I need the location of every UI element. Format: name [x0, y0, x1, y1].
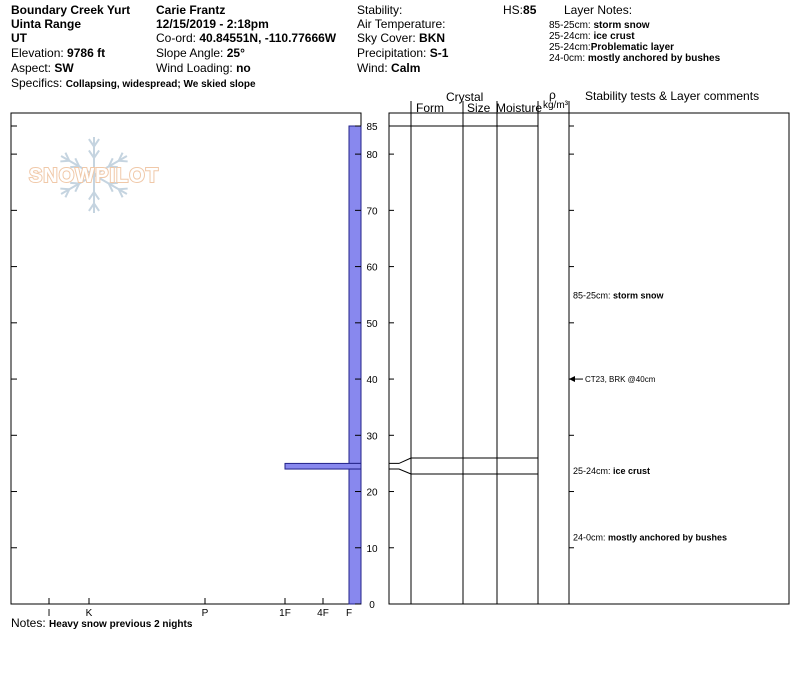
specifics-value: Collapsing, widespread; We skied slope	[65, 79, 256, 90]
depth-tick-label: 30	[366, 431, 378, 443]
depth-tick-label: 80	[366, 150, 378, 162]
layer-hardness-bar	[349, 126, 361, 463]
observation-datetime: 12/15/2019 - 2:18pm	[156, 17, 269, 31]
coordinates-label: Co-ord:	[156, 31, 197, 45]
layer-comment	[573, 533, 727, 543]
coordinates-value: 40.84551N, -110.77666W	[199, 31, 337, 45]
stability-test-arrowhead	[569, 376, 575, 382]
wind-value: Calm	[391, 61, 421, 75]
specifics-label: Specifics:	[11, 76, 63, 90]
hardness-tick-label: 1F	[279, 608, 291, 619]
layer-note-text: Problematic layer	[590, 42, 675, 53]
layer-notes-label: Layer Notes:	[564, 3, 633, 17]
notes-label: Notes:	[11, 616, 46, 630]
stability-test-label: CT23, BRK @40cm	[585, 375, 656, 385]
depth-tick-label: 70	[366, 206, 378, 218]
crystal-table-frame	[389, 113, 789, 604]
snowflake-branch	[119, 189, 128, 190]
depth-tick-label: 20	[366, 487, 378, 499]
precipitation-label: Precipitation:	[357, 46, 427, 60]
depth-tick-label: 40	[366, 375, 378, 387]
aspect-label: Aspect:	[11, 61, 52, 75]
depth-tick-label: 60	[366, 262, 378, 274]
hardness-tick-label: I	[47, 608, 51, 619]
moisture-header: Moisture	[496, 101, 543, 115]
layer-comment	[573, 466, 650, 476]
depth-tick-label: 10	[366, 543, 378, 555]
layer-note-range: 25-24cm:	[549, 31, 591, 42]
notes-value: Heavy snow previous 2 nights	[49, 619, 193, 630]
layer-connector	[389, 458, 411, 463]
density-symbol: ρ	[549, 88, 556, 102]
slope-angle-label: Slope Angle:	[156, 46, 224, 60]
hardness-tick-label: P	[201, 608, 209, 619]
layer-comment-range: 25-24cm:	[573, 466, 614, 476]
snowpilot-logo	[29, 137, 159, 213]
layer-note-range: 25-24cm:	[549, 42, 591, 53]
wind-loading-label: Wind Loading:	[156, 61, 233, 75]
layer-connector	[389, 469, 411, 474]
wind-label: Wind:	[357, 61, 388, 75]
hardness-tick-label: K	[85, 608, 93, 619]
layer-comment-range: 85-25cm:	[573, 290, 614, 301]
layer-note-range: 85-25cm:	[549, 20, 591, 31]
wind-loading-value: no	[236, 61, 251, 75]
layer-note-text: ice crust	[593, 31, 635, 42]
layer-note-range: 24-0cm:	[549, 53, 586, 64]
snowflake-branch	[119, 161, 128, 162]
snowpilot-wordmark: SNOWPILOT	[28, 165, 160, 187]
elevation-label: Elevation:	[11, 46, 64, 60]
slope-angle-value: 25°	[226, 46, 245, 60]
hs-label: HS:	[503, 3, 524, 17]
size-header: Size	[467, 101, 491, 115]
location-name: Boundary Creek Yurt	[11, 3, 131, 17]
density-unit: kg/m³	[543, 100, 568, 111]
stability-label: Stability:	[357, 3, 403, 17]
aspect-value: SW	[54, 61, 74, 75]
observer-name: Carie Frantz	[156, 3, 226, 17]
sky-cover-label: Sky Cover:	[357, 31, 416, 45]
layer-hardness-bar	[349, 469, 361, 604]
snowflake-branch	[60, 161, 69, 162]
elevation-value: 9786 ft	[67, 46, 106, 60]
air-temperature-label: Air Temperature:	[357, 17, 446, 31]
layer-comment	[573, 291, 665, 301]
layer-comment-range: 24-0cm:	[573, 532, 609, 543]
hs-value: 85	[523, 3, 537, 17]
depth-tick-label: 0	[369, 600, 375, 611]
crystal-header: Crystal	[446, 90, 484, 104]
snowflake-branch	[60, 189, 69, 190]
stability-tests-header: Stability tests & Layer comments	[585, 89, 760, 103]
form-header: Form	[416, 101, 444, 115]
layer-comment-text: storm snow	[613, 290, 664, 301]
state-name: UT	[11, 31, 27, 45]
hardness-tick-label: 4F	[317, 608, 329, 619]
hardness-tick-label: F	[345, 608, 353, 619]
depth-tick-label: 85	[366, 122, 378, 133]
depth-tick-label: 50	[366, 318, 378, 330]
layer-hardness-bar	[285, 463, 361, 469]
layer-note-text: storm snow	[593, 20, 650, 31]
sky-cover-value: BKN	[419, 31, 446, 45]
range-name: Uinta Range	[11, 17, 82, 31]
layer-comment-text: mostly anchored by bushes	[608, 532, 728, 543]
layer-comment-text: ice crust	[613, 466, 651, 476]
layer-note-text: mostly anchored by bushes	[587, 53, 721, 64]
precipitation-value: S-1	[429, 46, 449, 60]
